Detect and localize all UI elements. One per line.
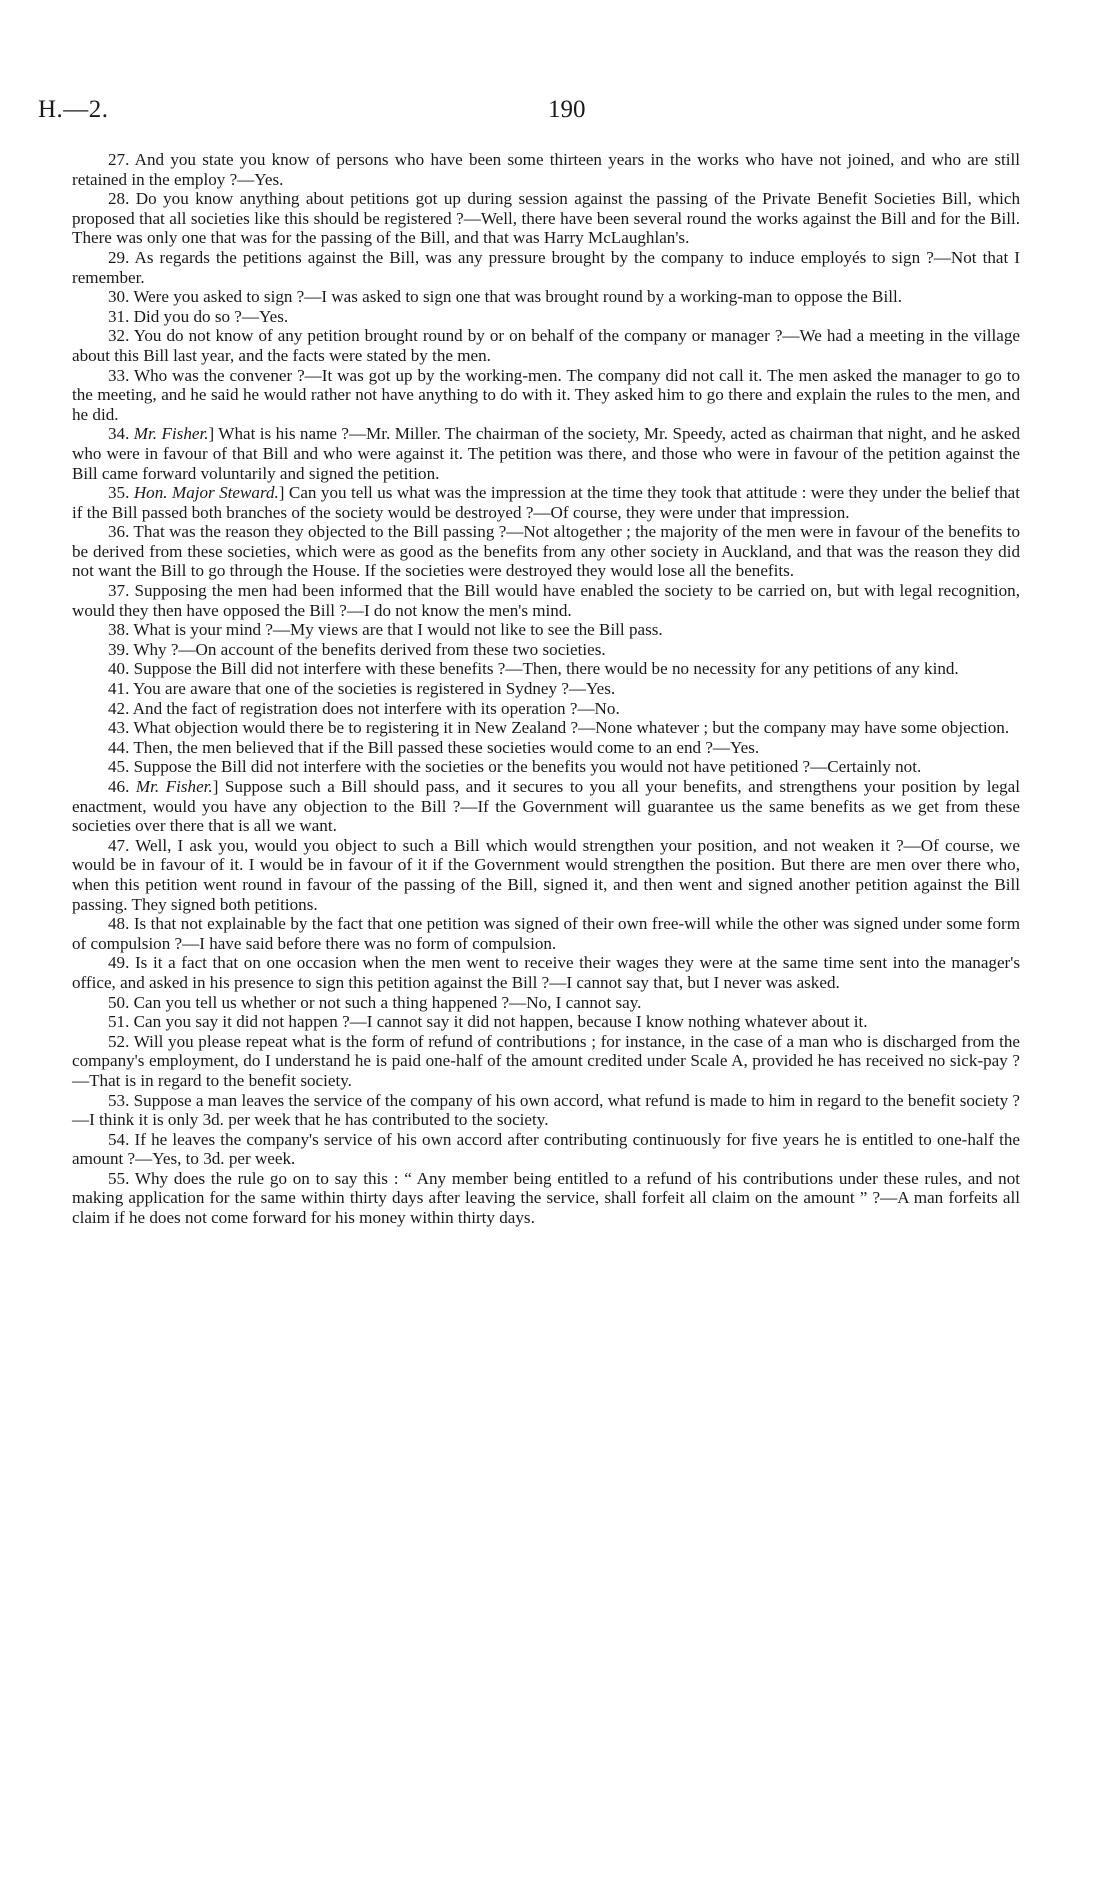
testimony-paragraph: 42. And the fact of registration does not interfere with its operation ?—No. (108, 698, 620, 718)
testimony-paragraph (72, 483, 1020, 522)
document-reference: H.—2. (38, 96, 109, 123)
paragraph-text: ] Can you tell us what was the impression at the time they took that attitude : were they under the belief that if the Bill passed both branches of the society would be destroyed ?—Of course, they were under that impression. (72, 483, 1021, 522)
testimony-paragraph: 49. Is it a fact that on one occasion when the men went to receive their wages they were at the same time sent into the manager's office, and asked in his presence to sign this petition against the Bill ?—I cannot say that, but I never was asked. (72, 953, 1020, 992)
page-number: 190 (548, 96, 586, 123)
testimony-paragraph: 41. You are aware that one of the societies is registered in Sydney ?—Yes. (108, 679, 616, 699)
testimony-paragraph: 40. Suppose the Bill did not interfere with these benefits ?—Then, there would be no necessity for any petitions of any kind. (108, 659, 959, 679)
testimony-body (72, 150, 1020, 1228)
testimony-paragraph: 30. Were you asked to sign ?—I was asked to sign one that was brought round by a working-man to oppose the Bill. (108, 287, 902, 307)
speaker-name: Hon. Major Steward. (133, 483, 279, 503)
testimony-paragraph: 54. If he leaves the company's service of his own accord after contributing continuously for five years he is entitled to one-half the amount ?—Yes, to 3d. per week. (72, 1129, 1020, 1169)
testimony-paragraph: 32. You do not know of any petition brought round by or on behalf of the company or manager ?—We had a meeting in the village about this Bill last year, and the facts were stated by the men. (72, 326, 1020, 365)
testimony-paragraph: 29. As regards the petitions against the Bill, was any pressure brought by the company to induce employés to sign ?—Not that I remember. (72, 247, 1020, 287)
testimony-paragraph (72, 777, 1020, 836)
testimony-paragraph: 36. That was the reason they objected to the Bill passing ?—Not altogether ; the majority of the men were in favour of the benefits to be derived from these societies, which were as good as the benefits from any other society in Auckland, and that was the reason they did not want the Bill to go through the House. If the societies were destroyed they would lose all the benefits. (72, 522, 1020, 581)
testimony-paragraph: 27. And you state you know of persons who have been some thirteen years in the works who have not joined, and who are still retained in the employ ?—Yes. (72, 150, 1020, 189)
testimony-paragraph: 51. Can you say it did not happen ?—I cannot say it did not happen, because I know nothing whatever about it. (108, 1012, 868, 1032)
question-number: 34. (108, 424, 134, 444)
testimony-paragraph: 31. Did you do so ?—Yes. (108, 306, 289, 326)
page-header (38, 96, 1064, 128)
testimony-paragraph: 44. Then, the men believed that if the Bill passed these societies would come to an end ?—Yes. (108, 737, 760, 757)
testimony-paragraph: 45. Suppose the Bill did not interfere with the societies or the benefits you would not have petitioned ?—Certainly not. (108, 757, 922, 777)
testimony-paragraph: 55. Why does the rule go on to say this : “ Any member being entitled to a refund of his contributions under these rules, and not making application for the same within thirty days after leaving the service, shall forfeit all claim on the amount ” ?—A man forfeits all claim if he does not come forward for his money within thirty days. (72, 1168, 1020, 1228)
testimony-paragraph: 33. Who was the convener ?—It was got up by the working-men. The company did not call it. The men asked the manager to go to the meeting, and he said he would rather not have anything to do with it. They asked him to go there and explain the rules to the men, and he did. (72, 365, 1020, 424)
testimony-paragraph: 28. Do you know anything about petitions got up during session against the passing of the Private Benefit Societies Bill, which proposed that all societies like this should be registered ?—Well, there have been several round the works against the Bill and for the Bill. There was only one that was for the passing of the Bill, and that was Harry McLaughlan's. (72, 189, 1020, 248)
speaker-name: Mr. Fisher. (133, 424, 209, 444)
paragraph-text: ] Suppose such a Bill should pass, and it secures to you all your benefits, and strengthens your position by legal enactment, would you have any objection to the Bill ?—If the Government will guarantee us the same benefits as we get from these societies over there that is all we want. (72, 777, 1020, 836)
testimony-paragraph: 43. What objection would there be to registering it in New Zealand ?—None whatever ; but the company may have some objection. (108, 718, 1010, 738)
testimony-paragraph: 52. Will you please repeat what is the form of refund of contributions ; for instance, in the case of a man who is discharged from the company's employment, do I understand he is paid one-half of the amount credited under Scale A, provided he has received no sick-pay ?—That is in regard to the benefit society. (72, 1031, 1020, 1090)
testimony-paragraph: 53. Suppose a man leaves the service of the company of his own accord, what refund is made to him in regard to the benefit society ?—I think it is only 3d. per week that he has contributed to the society. (72, 1090, 1020, 1130)
testimony-paragraph: 48. Is that not explainable by the fact that one petition was signed of their own free-will while the other was signed under some form of compulsion ?—I have said before there was no form of compulsion. (72, 914, 1020, 953)
testimony-paragraph: 39. Why ?—On account of the benefits derived from these two societies. (108, 639, 606, 659)
testimony-paragraph: 37. Supposing the men had been informed that the Bill would have enabled the society to be carried on, but with legal recognition, would they then have opposed the Bill ?—I do not know the men's mind. (72, 581, 1020, 620)
testimony-paragraph: 38. What is your mind ?—My views are that I would not like to see the Bill pass. (108, 620, 663, 640)
testimony-paragraph: 50. Can you tell us whether or not such a thing happened ?—No, I cannot say. (108, 992, 642, 1012)
testimony-paragraph (72, 424, 1020, 483)
question-number: 46. (108, 777, 136, 796)
speaker-name: Mr. Fisher. (135, 777, 213, 796)
question-number: 35. (108, 483, 134, 503)
paragraph-text: ] What is his name ?—Mr. Miller. The chairman of the society, Mr. Speedy, acted as chairman that night, and he asked who were in favour of that Bill and who were against it. The petition was there, and those who were in favour of the petition against the Bill came forward voluntarily and signed the petition. (72, 424, 1020, 483)
testimony-paragraph: 47. Well, I ask you, would you object to such a Bill which would strengthen your position, and not weaken it ?—Of course, we would be in favour of it. I would be in favour of it if the Government would strengthen the position. But there are men over there who, when this petition went round in favour of the passing of the Bill, signed it, and then went and signed another petition against the Bill passing. They signed both petitions. (72, 835, 1020, 914)
